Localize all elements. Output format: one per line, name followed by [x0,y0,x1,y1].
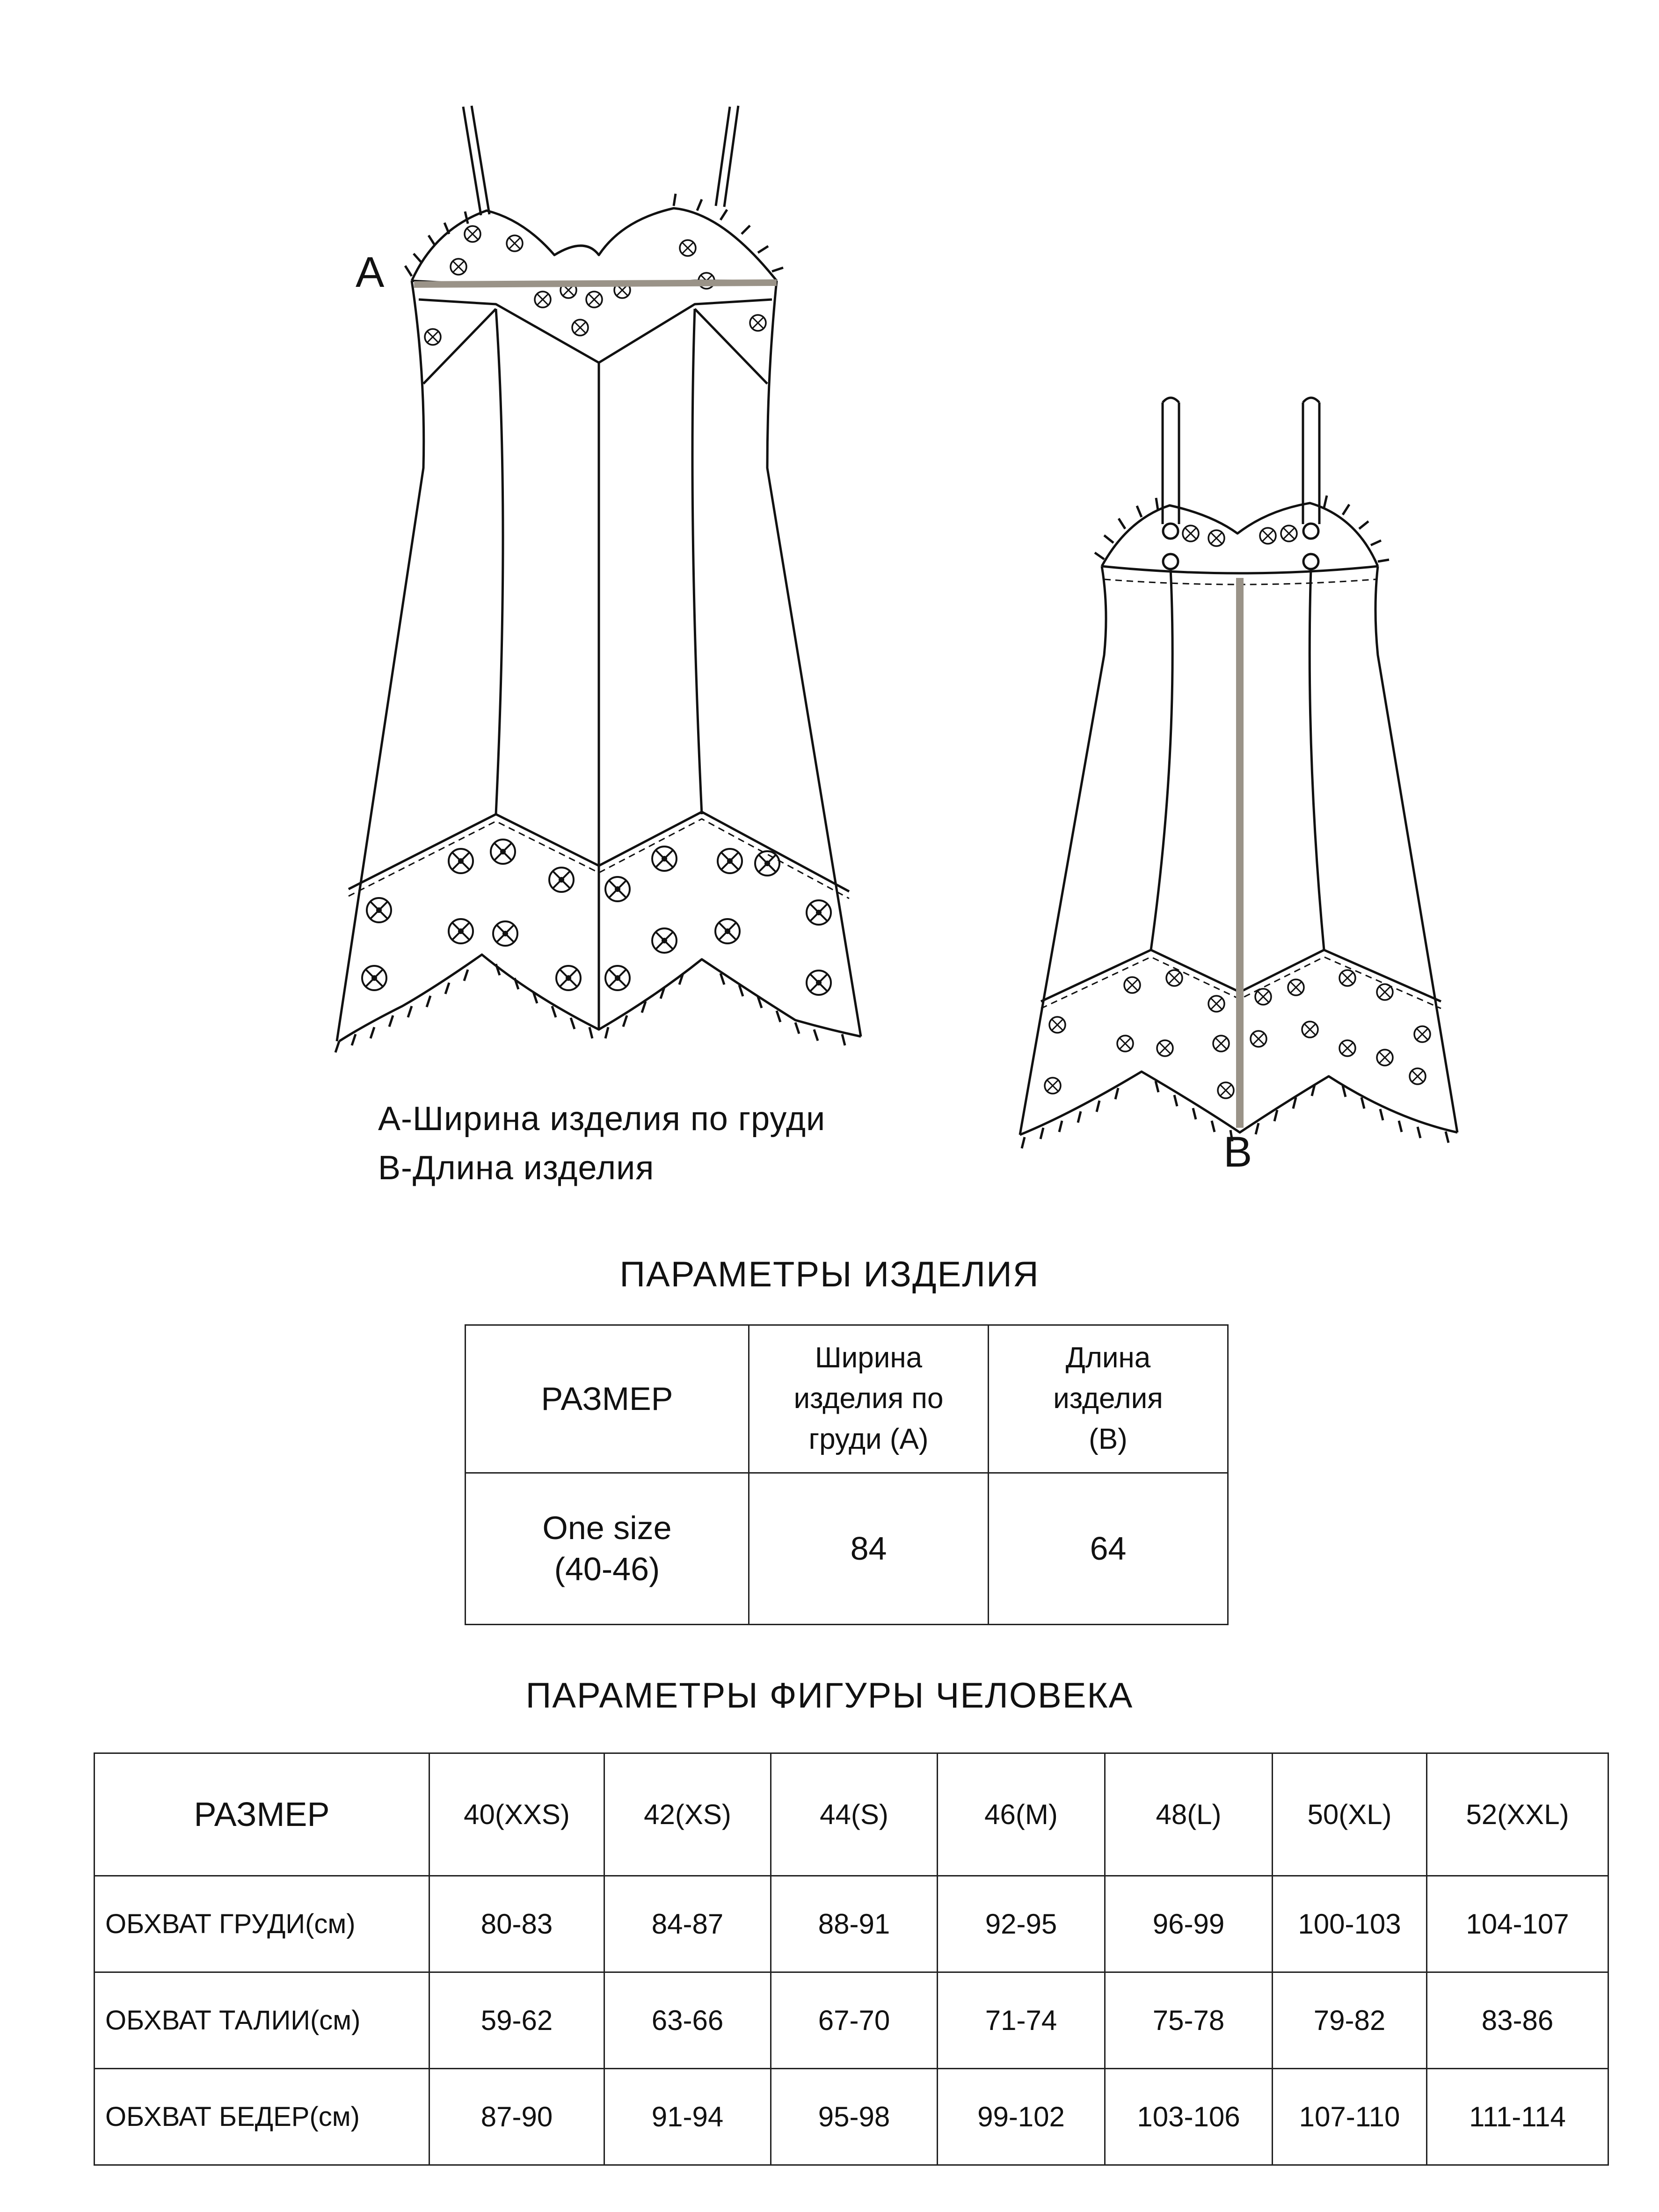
table-row [95,1876,1608,1972]
legend-width-line: А-Ширина изделия по груди [378,1100,826,1138]
size-col-header: 46(M) [938,1753,1105,1876]
table-cell: 100-103 [1273,1876,1427,1972]
product-params-title: ПАРАМЕТРЫ ИЗДЕЛИЯ [619,1255,1040,1294]
table-cell: 99-102 [938,2069,1105,2165]
table-cell: 92-95 [938,1876,1105,1972]
table-row [95,1972,1608,2069]
table-cell: 63-66 [604,1972,771,2069]
table-cell: 104-107 [1427,1876,1608,1972]
table-cell: 83-86 [1427,1972,1608,2069]
product-header-width: Ширина изделия по груди (А) [749,1325,989,1473]
table-cell: 75-78 [1105,1972,1273,2069]
table-cell: 107-110 [1273,2069,1427,2165]
table-row [95,2069,1608,2165]
size-col-header: 52(XXL) [1427,1753,1608,1876]
table-cell: 59-62 [429,1972,604,2069]
table-cell: 67-70 [771,1972,938,2069]
size-col-header: 44(S) [771,1753,938,1876]
product-row-width: 84 [749,1473,989,1625]
table-cell: 88-91 [771,1876,938,1972]
front-dress-drawing [335,106,861,1052]
front-measure-label-a: A [356,248,385,296]
product-row-length: 64 [989,1473,1228,1625]
measure-line-a [414,283,777,285]
row-label-chest: ОБХВАТ ГРУДИ(см) [95,1876,429,1972]
size-col-header: 42(XS) [604,1753,771,1876]
table-cell: 84-87 [604,1876,771,1972]
back-measure-label-b: B [1223,1128,1252,1176]
size-col-header: 48(L) [1105,1753,1273,1876]
size-col-header: 40(XXS) [429,1753,604,1876]
table-cell: 71-74 [938,1972,1105,2069]
table-cell: 111-114 [1427,2069,1608,2165]
row-label-hips: ОБХВАТ БЕДЕР(см) [95,2069,429,2165]
product-params-table [465,1324,1229,1625]
table-cell: 103-106 [1105,2069,1273,2165]
table-cell: 80-83 [429,1876,604,1972]
product-row-size: One size (40-46) [466,1473,749,1625]
table-cell: 79-82 [1273,1972,1427,2069]
row-label-waist: ОБХВАТ ТАЛИИ(см) [95,1972,429,2069]
size-col-header: 50(XL) [1273,1753,1427,1876]
legend-length-line: B-Длина изделия [378,1149,655,1187]
body-params-table [94,1752,1609,2166]
table-cell: 96-99 [1105,1876,1273,1972]
table-cell: 91-94 [604,2069,771,2165]
front-lace-flowers [362,226,831,995]
table-cell: 87-90 [429,2069,604,2165]
body-params-title: ПАРАМЕТРЫ ФИГУРЫ ЧЕЛОВЕКА [525,1676,1134,1716]
product-header-length: Длина изделия (B) [989,1325,1228,1473]
body-header-size: РАЗМЕР [95,1753,429,1876]
product-header-size: РАЗМЕР [466,1325,749,1473]
table-cell: 95-98 [771,2069,938,2165]
